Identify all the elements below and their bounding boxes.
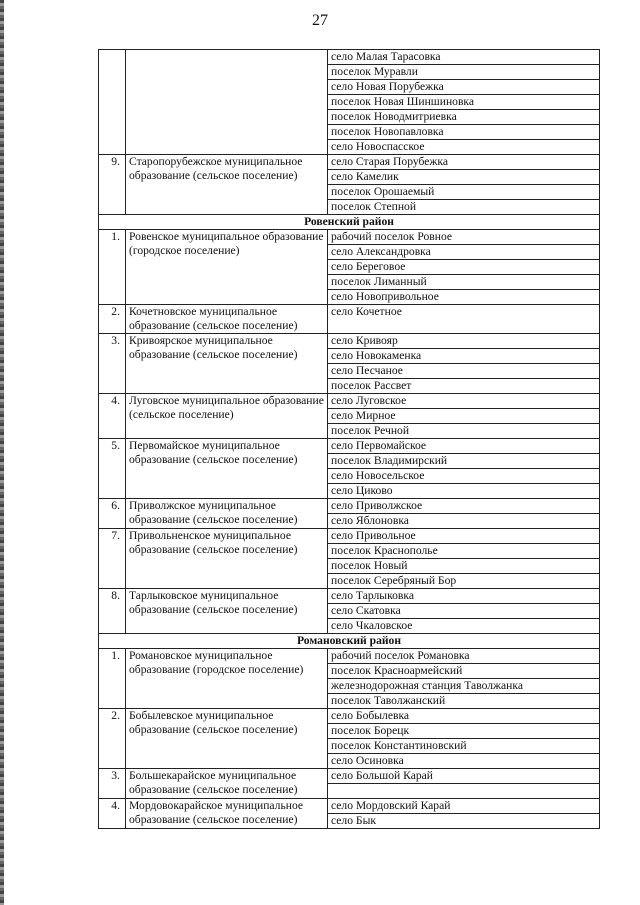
settlement-name: рабочий поселок Романовка [328,649,600,664]
row-number: 1. [99,649,126,709]
row-number: 6. [99,499,126,529]
row-number: 7. [99,529,126,589]
table-row [99,334,600,349]
municipality-name: Ровенское муниципальное образование (городское поселение) [126,230,328,305]
settlement-name: поселок Муравли [328,65,600,80]
settlement-name: село Новая Порубежка [328,80,600,95]
table-row [99,529,600,544]
settlement-name: село Кочетное [328,305,600,334]
municipality-name: Привольненское муниципальное образование (сельское поселение) [126,529,328,589]
settlement-name: село Старая Порубежка [328,155,600,170]
scan-edge-artifact [0,0,4,905]
table-row [99,305,600,334]
table-row [99,439,600,454]
district-name: Романовский район [99,634,600,649]
settlement-name: поселок Борецк [328,724,600,739]
municipality-name: Мордовокарайское муниципальное образование (сельское поселение) [126,799,328,829]
municipality-name: Тарлыковское муниципальное образование (сельское поселение) [126,589,328,634]
settlement-name: поселок Рассвет [328,379,600,394]
settlement-name: село Бык [328,814,600,829]
row-number: 4. [99,799,126,829]
settlement-name: поселок Степной [328,200,600,215]
table-row [99,589,600,604]
table-row [99,230,600,245]
table-row [99,50,600,65]
row-number: 2. [99,305,126,334]
municipality-name: Первомайское муниципальное образование (сельское поселение) [126,439,328,499]
settlement-name: село Новокаменка [328,349,600,364]
settlement-name: село Песчаное [328,364,600,379]
row-number: 4. [99,394,126,439]
settlement-name: железнодорожная станция Таволжанка [328,679,600,694]
table-row [99,499,600,514]
settlement-name: село Малая Тарасовка [328,50,600,65]
settlements-table [98,49,600,829]
settlement-name: село Кривояр [328,334,600,349]
settlement-name: поселок Красноармейский [328,664,600,679]
row-number: 2. [99,709,126,769]
table-row [99,769,600,784]
settlement-name: поселок Новый [328,559,600,574]
settlement-name: село Первомайское [328,439,600,454]
settlement-name: село Камелик [328,170,600,185]
settlement-name: поселок Новодмитриевка [328,110,600,125]
row-number: 5. [99,439,126,499]
settlement-name: село Яблоновка [328,514,600,529]
table-row [99,709,600,724]
settlement-name: поселок Серебряный Бор [328,574,600,589]
row-number: 3. [99,334,126,394]
table-row [99,799,600,814]
row-number: 3. [99,769,126,799]
settlement-name: село Новоспасское [328,140,600,155]
settlement-name: поселок Константиновский [328,739,600,754]
settlement-name [328,784,600,799]
table-row [99,155,600,170]
municipality-name: Большекарайское муниципальное образование (сельское поселение) [126,769,328,799]
settlement-name: село Бобылевка [328,709,600,724]
settlement-name: поселок Владимирский [328,454,600,469]
table-row [99,649,600,664]
settlement-name: село Новопривольное [328,290,600,305]
row-number: 1. [99,230,126,305]
settlement-name: поселок Орошаемый [328,185,600,200]
settlement-name: село Луговское [328,394,600,409]
table-row [99,394,600,409]
municipality-name: Луговское муниципальное образование (сельское поселение) [126,394,328,439]
municipality-name: Старопорубежское муниципальное образование (сельское поселение) [126,155,328,215]
settlement-name: село Новосельское [328,469,600,484]
settlement-name: село Мордовский Карай [328,799,600,814]
row-number: 8. [99,589,126,634]
settlement-name: поселок Таволжанский [328,694,600,709]
settlement-name: село Чкаловское [328,619,600,634]
municipality-name [126,50,328,155]
settlement-name: село Приволжское [328,499,600,514]
row-number: 9. [99,155,126,215]
municipality-name: Бобылевское муниципальное образование (сельское поселение) [126,709,328,769]
settlement-name: поселок Речной [328,424,600,439]
row-number [99,50,126,155]
page-number: 27 [312,12,328,29]
settlement-name: поселок Новая Шиншиновка [328,95,600,110]
table-body [99,50,600,829]
district-header-row [99,215,600,230]
municipality-name: Приволжское муниципальное образование (сельское поселение) [126,499,328,529]
district-header-row [99,634,600,649]
settlement-name: рабочий поселок Ровное [328,230,600,245]
settlement-name: поселок Лиманный [328,275,600,290]
settlement-name: село Привольное [328,529,600,544]
municipality-name: Кочетновское муниципальное образование (сельское поселение) [126,305,328,334]
settlement-name: поселок Краснополье [328,544,600,559]
district-name: Ровенский район [99,215,600,230]
settlement-name: село Тарлыковка [328,589,600,604]
settlement-name: село Большой Карай [328,769,600,784]
settlement-name: поселок Новопавловка [328,125,600,140]
settlement-name: село Скатовка [328,604,600,619]
municipality-name: Кривоярское муниципальное образование (сельское поселение) [126,334,328,394]
municipality-name: Романовское муниципальное образование (городское поселение) [126,649,328,709]
settlement-name: село Александровка [328,245,600,260]
settlement-name: село Береговое [328,260,600,275]
settlement-name: село Мирное [328,409,600,424]
settlement-name: село Циково [328,484,600,499]
settlement-name: село Осиновка [328,754,600,769]
